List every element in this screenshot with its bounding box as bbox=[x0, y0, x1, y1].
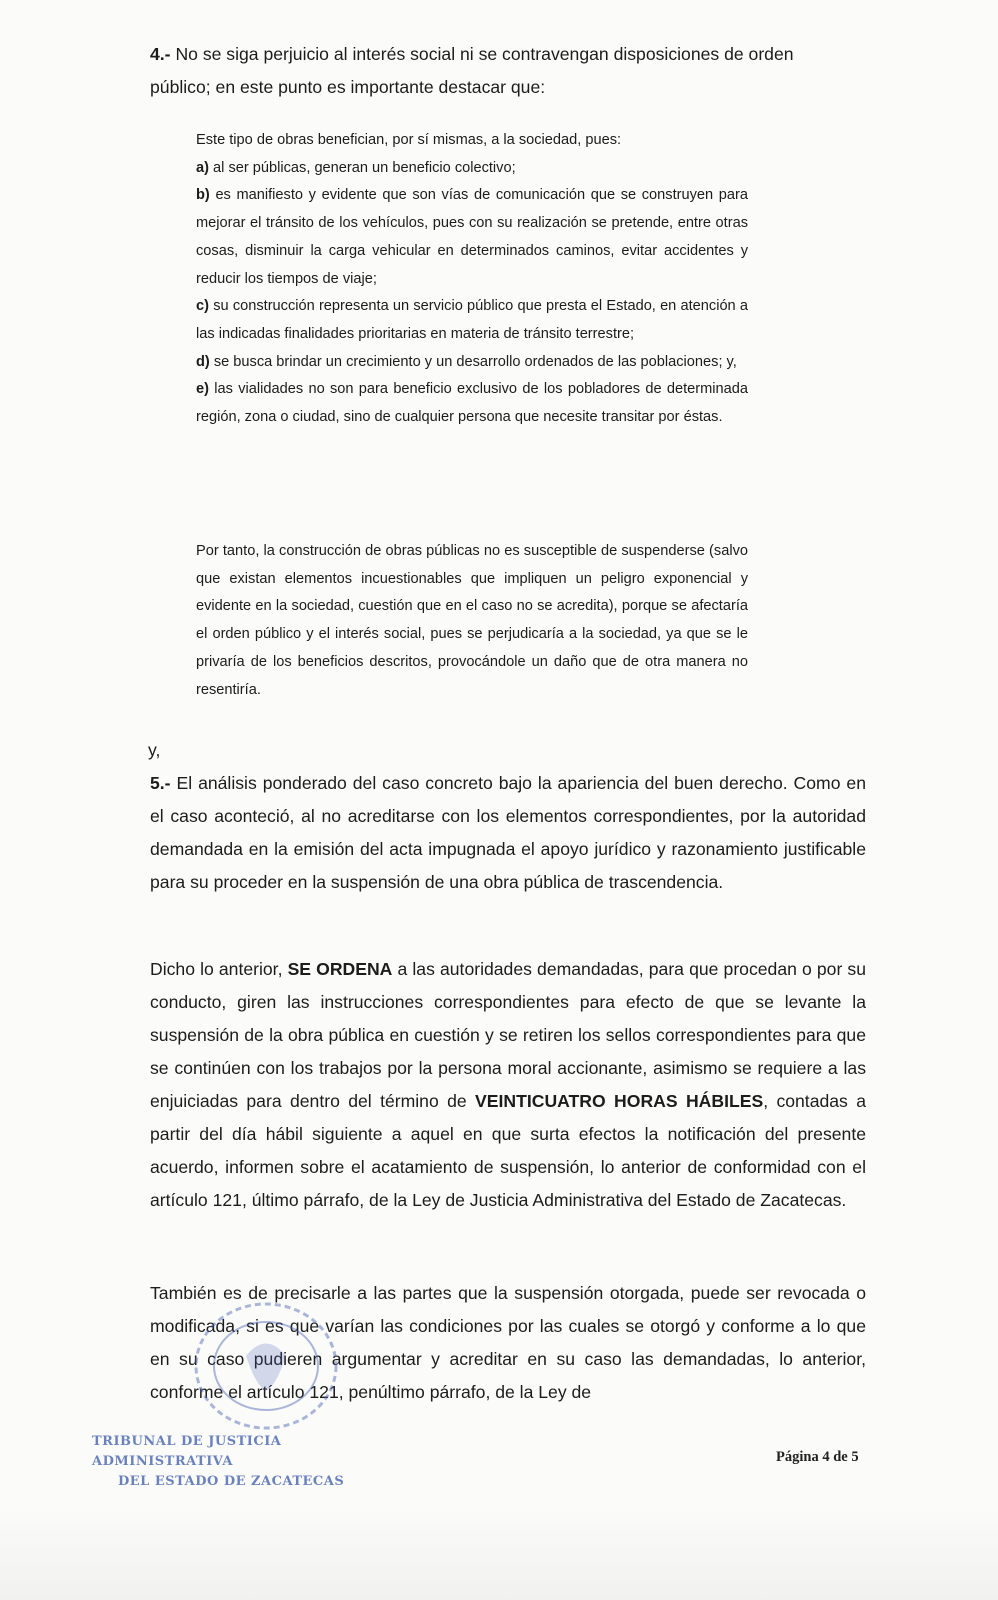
order-text-closing: , contadas a partir del día hábil siguiente a aquel en que surta efectos la notificación del presente acuerdo, informen sobre el acatamiento de suspensión, lo anterior de conformidad con el artículo 121, último párrafo, de la Ley de Justicia Administrativa del Estado de Zacatecas. bbox=[150, 1091, 866, 1210]
point-4-paragraph bbox=[150, 38, 866, 104]
point-5-text: El análisis ponderado del caso concreto bajo la apariencia del buen derecho. Como en el caso aconteció, al no acreditarse con los elementos correspondientes, por la autoridad demandada en la emisión del acta impugnada el apoyo jurídico y razonamiento justificable para su proceder en la suspensión de una obra pública de trascendencia. bbox=[150, 773, 867, 892]
quote-item-b-label: b) bbox=[196, 187, 210, 204]
quote-conclusion: Por tanto, la construcción de obras públicas no es susceptible de suspenderse (salvo que existan elementos incuestionables que impliquen un peligro exponencial y evidente en la sociedad, cuestión que en el caso no se acredita), porque se afectaría el orden público y el interés social, pues se perjudicaría a la sociedad, ya que se le privaría de los beneficios descritos, provocándole un daño que de otra manera no resentiría. bbox=[196, 543, 748, 698]
deadline-emphasis: VEINTICUATRO HORAS HÁBILES bbox=[475, 1091, 764, 1111]
quote-item-d-text: se busca brindar un crecimiento y un desarrollo ordenados de las poblaciones; y, bbox=[213, 353, 737, 370]
quote-item-e-text: las vialidades no son para beneficio exclusivo de los pobladores de determinada región, zona o ciudad, sino de cualquier persona que necesite transitar por éstas. bbox=[196, 381, 749, 426]
seal-line-2: DEL ESTADO DE ZACATECAS bbox=[118, 1474, 345, 1489]
quoted-criteria bbox=[196, 127, 748, 432]
point-4-line-2: público; en este punto es importante destacar que: bbox=[150, 77, 546, 97]
quote-item-e bbox=[196, 376, 748, 431]
order-text-body: a las autoridades demandadas, para que procedan o por su conducto, giren las instrucciones correspondientes para efecto de que se levante la suspensión de la obra pública en cuestión y se retiren los sellos correspondientes para que se continúen con los trabajos por la persona moral accionante, asimismo se requiere a las enjuiciadas para dentro del término de bbox=[150, 959, 866, 1111]
revocation-paragraph: También es de precisarle a las partes que la suspensión otorgada, puede ser revocada o modificada, si es que varían las condiciones por las cuales se otorgó y conforme a lo que en su caso pudieren argumentar y acreditar en su caso las demandadas, lo anterior, conforme el artículo 121, penúltimo párrafo, de la Ley de bbox=[150, 1283, 866, 1402]
seal-line-1: TRIBUNAL DE JUSTICIA ADMINISTRATIVA bbox=[92, 1434, 282, 1469]
quote-item-b-text: es manifiesto y evidente que son vías de comunicación que se construyen para mejorar el tránsito de los vehículos, pues con su realización se pretende, entre otras cosas, disminuir la carga vehicular en determinados caminos, evitar accidentes y reducir los tiempos de viaje; bbox=[196, 187, 748, 287]
institution-seal-text bbox=[92, 1432, 392, 1489]
quote-item-d-label: d) bbox=[196, 353, 210, 370]
point-4-line-1: No se siga perjuicio al interés social ni se contravengan disposiciones de orden bbox=[175, 44, 794, 64]
quote-item-c-text: su construcción representa un servicio público que presta el Estado, en atención a las indicadas finalidades prioritarias en materia de tránsito terrestre; bbox=[196, 298, 748, 342]
point-5-number: 5.- bbox=[150, 773, 171, 793]
page-bottom-margin bbox=[0, 1510, 998, 1600]
order-emphasis: SE ORDENA bbox=[287, 959, 393, 979]
page-number: Página 4 de 5 bbox=[776, 1449, 859, 1465]
connector-text: y, bbox=[148, 740, 161, 760]
quote-item-a-label: a) bbox=[196, 159, 209, 176]
quote-item-c-label: c) bbox=[196, 298, 209, 315]
quote-item-b bbox=[196, 182, 748, 293]
quote-item-d bbox=[196, 349, 748, 377]
quote-intro: Este tipo de obras benefician, por sí mismas, a la sociedad, pues: bbox=[196, 132, 622, 148]
point-4-number: 4.- bbox=[150, 44, 171, 64]
point-5-paragraph bbox=[150, 767, 866, 899]
quote-item-a bbox=[196, 155, 748, 183]
quote-item-c bbox=[196, 293, 748, 348]
quote-item-a-text: al ser públicas, generan un beneficio colectivo; bbox=[213, 159, 516, 176]
order-text-intro: Dicho lo anterior, bbox=[150, 959, 283, 979]
seal-stamp-icon bbox=[176, 1296, 356, 1446]
order-paragraph bbox=[150, 953, 866, 1217]
quote-item-e-label: e) bbox=[196, 381, 209, 398]
